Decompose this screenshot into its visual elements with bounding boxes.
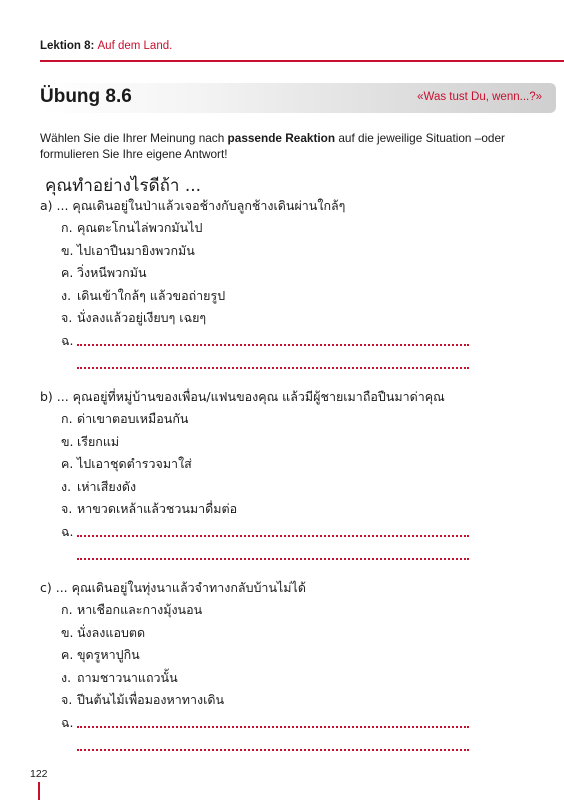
option-marker: จ. [61, 692, 73, 708]
instructions [40, 130, 540, 162]
dotted-line [77, 367, 469, 369]
option-b-3[interactable] [40, 453, 445, 476]
page-number: 122 [30, 768, 48, 780]
page-marker [38, 782, 40, 800]
option-c-4[interactable] [40, 667, 306, 690]
dotted-line [77, 535, 469, 537]
option-text: นั่งลงแอบตด [77, 624, 146, 640]
option-text: วิ่งหนีพวกมัน [77, 265, 147, 281]
option-text: หาขวดเหล้าแล้วชวนมาดื่มต่อ [77, 501, 238, 517]
section-c [40, 577, 306, 757]
exercise-subtitle: «Was tust Du, wenn...?» [417, 91, 542, 103]
option-c-1[interactable] [40, 599, 306, 622]
option-marker: ค. [61, 647, 74, 663]
option-a-3[interactable] [40, 262, 345, 285]
option-text: ด่าเขาตอบเหมือนกัน [77, 411, 189, 426]
lesson-header [40, 40, 172, 52]
option-marker: ก. [61, 220, 73, 235]
option-marker: ค. [61, 456, 74, 472]
dotted-line [77, 344, 469, 346]
option-text: เรียกแม่ [77, 433, 120, 449]
option-text: ปีนต้นไม้เพื่อมองหาทางเดิน [77, 692, 225, 708]
dotted-line [77, 726, 469, 728]
option-text: หาเชือกและกางมุ้งนอน [77, 602, 203, 617]
option-b-1[interactable] [40, 408, 445, 431]
option-marker: ก. [61, 411, 73, 426]
question-b: b) ... คุณอยู่ที่หมู่บ้านของเพื่อน/แฟนของคุณ แล้วมีผู้ชายเมาถือปืนมาด่าคุณ [40, 389, 445, 404]
option-text: ไปเอาชุดตำรวจมาใส่ [77, 456, 192, 472]
dotted-line [77, 749, 469, 751]
option-a-2[interactable] [40, 240, 345, 263]
option-marker: ง. [61, 287, 72, 303]
dotted-line [77, 558, 469, 560]
section-a [40, 195, 345, 375]
option-text: ไปเอาปืนมายิงพวกมัน [77, 242, 195, 258]
option-marker: จ. [61, 501, 73, 517]
instructions-part2: auf die jeweilige Situation –oder formulieren Sie Ihre eigene Antwort! [40, 131, 505, 161]
answer-marker: ฉ. [61, 714, 74, 730]
option-marker: ข. [61, 433, 74, 449]
option-marker: ข. [61, 242, 74, 258]
instructions-part1: Wählen Sie die Ihrer Meinung nach [40, 131, 228, 145]
option-b-5[interactable] [40, 498, 445, 521]
answer-line-a-2[interactable] [40, 353, 345, 376]
option-text: ขุดรูหาปูกิน [77, 647, 140, 663]
answer-line-c-2[interactable] [40, 735, 306, 758]
option-a-4[interactable] [40, 285, 345, 308]
exercise-title-bar [40, 83, 556, 113]
option-marker: จ. [61, 310, 73, 326]
option-text: นั่งลงแล้วอยู่เงียบๆ เฉยๆ [77, 310, 207, 326]
option-a-1[interactable] [40, 217, 345, 240]
option-c-2[interactable] [40, 622, 306, 645]
exercise-title: Übung 8.6 [40, 86, 132, 107]
option-marker: ก. [61, 602, 73, 617]
answer-marker: ฉ. [61, 523, 74, 539]
header-divider [40, 60, 564, 62]
question-c: c) ... คุณเดินอยู่ในทุ่งนาแล้วจำทางกลับบ้านไม่ได้ [40, 580, 306, 595]
option-c-5[interactable] [40, 689, 306, 712]
lead-question: คุณทำอย่างไรดีถ้า ... [45, 176, 202, 196]
instructions-bold: passende Reaktion [227, 131, 336, 145]
answer-line-a[interactable] [40, 330, 345, 353]
option-marker: ค. [61, 265, 74, 281]
answer-line-b-2[interactable] [40, 544, 445, 567]
option-b-4[interactable] [40, 476, 445, 499]
option-text: เห่าเสียงดัง [77, 478, 137, 494]
option-text: คุณตะโกนไล่พวกมันไป [77, 220, 203, 235]
answer-line-c[interactable] [40, 712, 306, 735]
section-b [40, 386, 445, 566]
option-marker: ง. [61, 669, 72, 685]
lesson-name: Auf dem Land. [97, 40, 173, 52]
answer-line-b[interactable] [40, 521, 445, 544]
option-marker: ง. [61, 478, 72, 494]
option-c-3[interactable] [40, 644, 306, 667]
answer-marker: ฉ. [61, 332, 74, 348]
option-text: เดินเข้าใกล้ๆ แล้วขอถ่ายรูป [77, 287, 226, 303]
option-a-5[interactable] [40, 307, 345, 330]
question-a: a) ... คุณเดินอยู่ในป่าแล้วเจอช้างกับลูกช้างเดินผ่านใกล้ๆ [40, 198, 346, 213]
option-text: ถามชาวนาแถวนั้น [77, 669, 178, 685]
option-b-2[interactable] [40, 431, 445, 454]
lesson-label: Lektion 8: [40, 40, 95, 52]
option-marker: ข. [61, 624, 74, 640]
